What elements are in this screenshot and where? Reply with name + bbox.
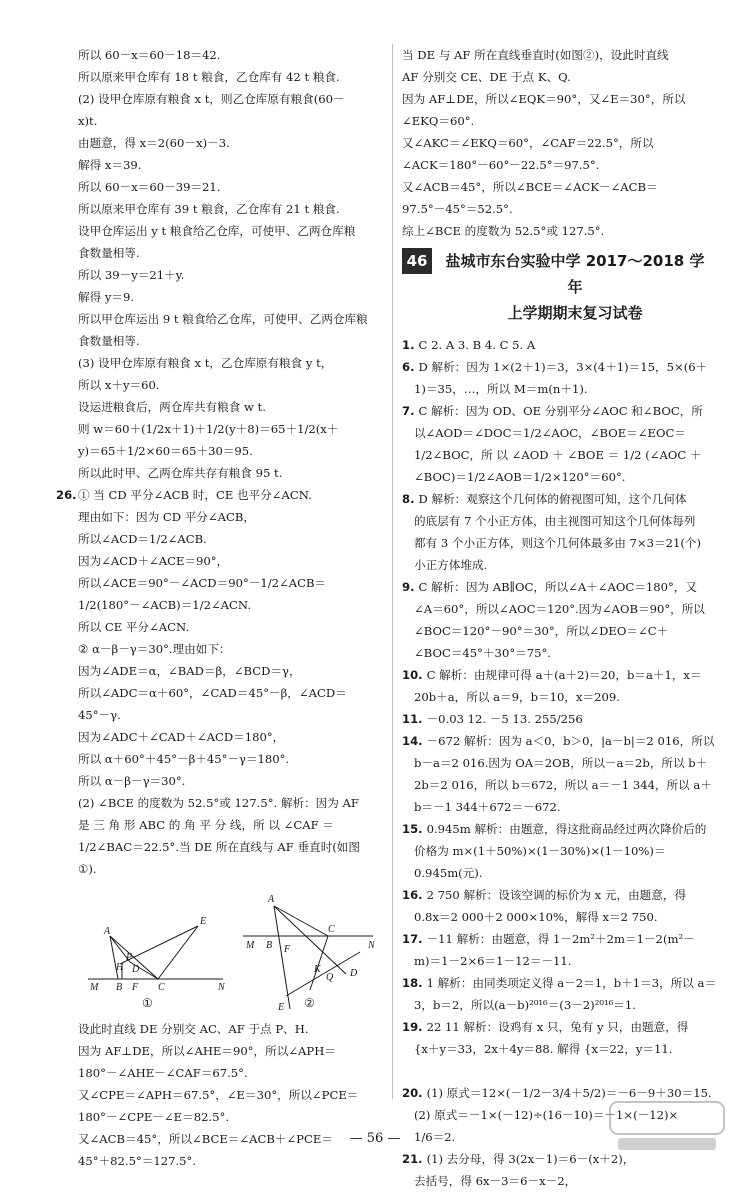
- text-line: 所以 60－x＝60－39＝21.: [78, 180, 221, 194]
- text-line: 解得 y＝9.: [78, 290, 135, 304]
- text-line: 1/2∠BAC＝22.5°.当 DE 所在直线与 AF 垂直时(如图: [78, 840, 360, 854]
- geometry-figures: [78, 884, 378, 1014]
- text-line: 又∠ACB＝45°，所以∠BCE＝∠ACK－∠ACB＝: [402, 180, 658, 194]
- answer-line: [402, 884, 710, 906]
- svg-text:M: M: [246, 940, 255, 951]
- answer-text: (2) 原式＝－1×(－12)÷(16－10)＝－1×(－12)×: [414, 1108, 679, 1122]
- text-line: 所以 CE 平分∠ACN.: [78, 620, 190, 634]
- answer-line: [402, 378, 710, 400]
- answer-text: －0.03 12. －5 13. 255/256: [426, 712, 583, 726]
- section-title-line1: 盐城市东台实验中学 2017～2018 学年: [445, 252, 705, 296]
- answer-text: D 解析：观察这个几何体的俯视图可知，这个几何体: [418, 492, 687, 506]
- q25-solution: [78, 44, 378, 484]
- answer-text: 的底层有 7 个小正方体，由主视图可知这个几何体每列: [414, 514, 696, 528]
- svg-text:N: N: [218, 982, 225, 993]
- section-heading: [402, 248, 710, 326]
- text-line: 解得 x＝39.: [78, 158, 142, 172]
- q26-solution-right: [402, 44, 710, 242]
- text-line: 则 w＝60＋(1/2x＋1)＋1/2(y＋8)＝65＋1/2(x＋: [78, 422, 339, 436]
- text-line: 是 三 角 形 ABC 的 角 平 分 线，所 以 ∠CAF ＝: [78, 818, 334, 832]
- answer-line: [402, 598, 710, 620]
- text-line: 所以∠ACE＝90°－∠ACD＝90°－1/2∠ACB＝: [78, 576, 327, 590]
- answer-number: 14.: [402, 734, 427, 748]
- answer-text: b＝－1 344＋672＝－672.: [414, 800, 561, 814]
- text-line: 45°＋82.5°＝127.5°.: [78, 1154, 197, 1168]
- answer-text: 小正方体堆成.: [414, 558, 488, 572]
- svg-text:N: N: [368, 940, 375, 951]
- answer-line: [402, 906, 710, 928]
- answer-line: [402, 1038, 710, 1060]
- answer-text: 22 11 解析：设鸡有 x 只，兔有 y 只，由题意，得: [426, 1020, 689, 1034]
- text-line: 所以 39－y＝21＋y.: [78, 268, 185, 282]
- answer-number: 20.: [402, 1086, 427, 1100]
- answer-line: [402, 1060, 710, 1082]
- text-line: y)＝65＋1/2×60＝65＋30＝95.: [78, 444, 253, 458]
- watermark-logo: [608, 1098, 728, 1154]
- text-line: 因为∠ACD＋∠ACE＝90°，: [78, 554, 229, 568]
- text-line: 又∠CPE＝∠APH＝67.5°，∠E＝30°，所以∠PCE＝: [78, 1088, 359, 1102]
- answer-number: 7.: [402, 404, 419, 418]
- answer-line: [402, 334, 710, 356]
- text-line-content: ① 当 CD 平分∠ACB 时，CE 也平分∠ACN.: [78, 488, 312, 502]
- answer-line: [402, 752, 710, 774]
- answer-line: [402, 862, 710, 884]
- answer-line: [402, 686, 710, 708]
- answer-line: [402, 818, 710, 840]
- svg-text:F: F: [284, 944, 291, 955]
- text-line: 所以 α－β－γ＝30°.: [78, 774, 186, 788]
- text-line: (2) ∠BCE 的度数为 52.5°或 127.5°. 解析：因为 AF: [78, 796, 359, 810]
- answer-text: 价格为 m×(1＋50%)×(1－30%)×(1－10%)＝: [414, 844, 666, 858]
- answer-text: 1/6＝2.: [414, 1130, 456, 1144]
- answer-line: [402, 532, 710, 554]
- text-line: 又∠AKC＝∠EKQ＝60°，∠CAF＝22.5°，所以: [402, 136, 654, 150]
- text-line: 由题意，得 x＝2(60－x)－3.: [78, 136, 230, 150]
- text-line: 理由如下：因为 CD 平分∠ACB，: [78, 510, 255, 524]
- right-column: [402, 44, 717, 1192]
- watermark-icon: [608, 1098, 728, 1154]
- svg-text:E: E: [278, 1002, 285, 1013]
- svg-text:C: C: [158, 982, 165, 993]
- text-line: [56, 484, 378, 506]
- answer-number: 8.: [402, 492, 419, 506]
- answer-text: 1/2∠BOC，所 以 ∠AOD ＋ ∠BOE ＝ 1/2 (∠AOC ＋: [414, 448, 702, 462]
- answer-text: C 2. A 3. B 4. C 5. A: [418, 338, 536, 352]
- answer-text: ∠BOC)＝1/2∠AOB＝1/2×120°＝60°.: [414, 470, 626, 484]
- answer-text: 2 750 解析：设该空调的标价为 x 元，由题意，得: [426, 888, 687, 902]
- answer-text: (1) 原式＝12×(－1/2－3/4＋5/2)＝－6－9＋30＝15.: [426, 1086, 712, 1100]
- answer-number: 15.: [402, 822, 427, 836]
- svg-text:E: E: [200, 916, 207, 927]
- answer-text: {x＋y＝33，2x＋4y＝88. 解得 {x＝22，y＝11.: [414, 1042, 673, 1056]
- svg-text:D: D: [350, 968, 358, 979]
- text-line: 综上∠BCE 的度数为 52.5°或 127.5°.: [402, 224, 605, 238]
- text-line: 所以∠ACD＝1/2∠ACB.: [78, 532, 207, 546]
- answer-line: [402, 620, 710, 642]
- svg-text:D: D: [132, 964, 140, 975]
- answer-number: 16.: [402, 888, 427, 902]
- answer-line: [402, 356, 710, 378]
- answer-number: 18.: [402, 976, 427, 990]
- answer-text: m)＝1－2×6＝1－12＝－11.: [414, 954, 572, 968]
- q26-solution: [56, 484, 378, 880]
- text-line: 因为∠ADE＝α，∠BAD＝β，∠BCD＝γ，: [78, 664, 301, 678]
- answer-line: [402, 972, 717, 994]
- answer-number: 10.: [402, 668, 427, 682]
- answer-text: ∠BOC＝45°＋30°＝75°.: [414, 646, 551, 660]
- answer-line: [402, 1016, 710, 1038]
- answer-line: [402, 994, 710, 1016]
- answer-line: [402, 730, 715, 752]
- answer-line: [402, 510, 710, 532]
- text-line: 设运进粮食后，两仓库共有粮食 w t.: [78, 400, 266, 414]
- text-line: 所以甲仓库运出 9 t 粮食给乙仓库，可使甲、乙两仓库粮: [78, 312, 368, 326]
- svg-text:A: A: [268, 894, 275, 905]
- answer-line: [402, 400, 710, 422]
- answer-line: [402, 444, 710, 466]
- answer-text: 1)＝35，…，所以 M＝m(n＋1).: [414, 382, 588, 396]
- svg-text:B: B: [266, 940, 273, 951]
- answer-line: [402, 840, 710, 862]
- answer-text: 都有 3 个小正方体，则这个几何体最多由 7×3＝21(个): [414, 536, 701, 550]
- text-line: 所以此时甲、乙两仓库共存有粮食 95 t.: [78, 466, 283, 480]
- answer-number: 19.: [402, 1020, 427, 1034]
- section-number-badge: 46: [402, 248, 432, 274]
- text-line: 所以∠ADC＝α＋60°，∠CAD＝45°－β，∠ACD＝: [78, 686, 347, 700]
- text-line: 设甲仓库运出 y t 粮食给乙仓库，可使甲、乙两仓库粮: [78, 224, 356, 238]
- section-title-line2: 上学期期末复习试卷: [507, 304, 643, 322]
- answer-text: －672 解析：因为 a＜0，b＞0，|a－b|＝2 016，所以: [426, 734, 715, 748]
- answer-text: (1) 去分母，得 3(2x－1)＝6－(x＋2)，: [426, 1152, 635, 1166]
- svg-text:K: K: [314, 964, 321, 975]
- text-line: (3) 设甲仓库原有粮食 x t，乙仓库原有粮食 y t，: [78, 356, 333, 370]
- answer-line: [402, 642, 710, 664]
- text-line: 因为 AF⊥DE，所以∠AHE＝90°，所以∠APH＝: [78, 1044, 336, 1058]
- text-line: 设此时直线 DE 分别交 AC、AF 于点 P、H.: [78, 1022, 309, 1036]
- page-number: — 56 —: [349, 1131, 401, 1146]
- answer-number: 6.: [402, 360, 419, 374]
- text-line: ①).: [78, 862, 97, 876]
- text-line: ② α－β－γ＝30°.理由如下：: [78, 642, 231, 656]
- text-line: 因为 AF⊥DE，所以∠EQK＝90°，又∠E＝30°，所以: [402, 92, 686, 106]
- section-title: [440, 248, 710, 326]
- answer-line: [402, 928, 710, 950]
- answer-text: －11 解析：由题意，得 1－2m²＋2m＝1－2(m²－: [426, 932, 695, 946]
- answer-line: [402, 796, 710, 818]
- text-line: 当 DE 与 AF 所在直线垂直时(如图②)，设此时直线: [402, 48, 669, 62]
- text-line: 180°－∠CPE－∠E＝82.5°.: [78, 1110, 230, 1124]
- answer-text: 0.945m(元).: [414, 866, 483, 880]
- text-line: 180°－∠AHE－∠CAF＝67.5°.: [78, 1066, 248, 1080]
- svg-text:P: P: [126, 952, 133, 963]
- answer-text: C 解析：因为 AB∥OC，所以∠A＋∠AOC＝180°，又: [418, 580, 697, 594]
- answer-line: [402, 466, 710, 488]
- text-line: AF 分别交 CE、DE 于点 K、Q.: [402, 70, 571, 84]
- answer-line: [402, 950, 710, 972]
- svg-text:B: B: [116, 982, 123, 993]
- answer-number: 1.: [402, 338, 419, 352]
- answer-text: 3，b＝2，所以(a－b)²⁰¹⁶＝(3－2)²⁰¹⁶＝1.: [414, 998, 636, 1012]
- text-line: 因为∠ADC＋∠CAD＋∠ACD＝180°，: [78, 730, 285, 744]
- answer-text: b－a＝2 016.因为 OA＝2OB，所以－a＝2b，所以 b＋: [414, 756, 708, 770]
- text-line: 食数量相等.: [78, 246, 140, 260]
- svg-text:A: A: [104, 926, 111, 937]
- text-line: 1/2(180°－∠ACB)＝1/2∠ACN.: [78, 598, 252, 612]
- svg-text:M: M: [90, 982, 99, 993]
- answer-line: [402, 422, 710, 444]
- answer-text: 以∠AOD＝∠DOC＝1/2∠AOC，∠BOE＝∠EOC＝: [414, 426, 686, 440]
- answer-line: [402, 576, 710, 598]
- figure-1-label: ①: [142, 996, 153, 1010]
- answer-number: 9.: [402, 580, 419, 594]
- answer-text: 0.945m 解析：由题意，得这批商品经过两次降价后的: [426, 822, 707, 836]
- answer-text: ∠A＝60°，所以∠AOC＝120°.因为∠AOB＝90°，所以: [414, 602, 705, 616]
- figure-2-label: ②: [304, 996, 315, 1010]
- answer-line: [402, 708, 710, 730]
- answer-number: 21.: [402, 1152, 427, 1166]
- answer-line: [402, 1170, 710, 1192]
- text-line: 所以 60－x＝60－18＝42.: [78, 48, 221, 62]
- answer-text: 1 解析：由同类项定义得 a－2＝1，b＋1＝3，所以 a＝: [426, 976, 717, 990]
- text-line: 所以 x＋y＝60.: [78, 378, 160, 392]
- question-number: 26.: [56, 488, 77, 502]
- text-line: (2) 设甲仓库原有粮食 x t，则乙仓库原有粮食(60－: [78, 92, 345, 106]
- answer-text: C 解析：因为 OD、OE 分别平分∠AOC 和∠BOC，所: [418, 404, 703, 418]
- svg-text:C: C: [328, 924, 335, 935]
- answer-list: [402, 334, 717, 1192]
- text-line: 食数量相等.: [78, 334, 140, 348]
- column-divider: [392, 44, 393, 1099]
- answer-number: 17.: [402, 932, 427, 946]
- text-line: 所以 α＋60°＋45°－β＋45°－γ＝180°.: [78, 752, 290, 766]
- text-line: x)t.: [78, 114, 98, 128]
- geometry-figures-svg: [78, 884, 378, 1014]
- answer-text: C 解析：由规律可得 a＋(a＋2)＝20，b＝a＋1，x＝: [426, 668, 702, 682]
- answer-line: [402, 664, 710, 686]
- text-line: 45°－γ.: [78, 708, 121, 722]
- answer-text: 去括号，得 6x－3＝6－x－2，: [414, 1174, 577, 1188]
- answer-line: [402, 488, 710, 510]
- svg-text:F: F: [132, 982, 139, 993]
- text-line: ∠ACK＝180°－60°－22.5°＝97.5°.: [402, 158, 600, 172]
- svg-text:Q: Q: [326, 972, 334, 983]
- answer-line: [402, 774, 710, 796]
- answer-text: D 解析：因为 1×(2＋1)＝3，3×(4＋1)＝15，5×(6＋: [418, 360, 708, 374]
- answer-text: 20b＋a，所以 a＝9，b＝10，x＝209.: [414, 690, 620, 704]
- answer-text: ∠BOC＝120°－90°＝30°，所以∠DEO＝∠C＋: [414, 624, 669, 638]
- text-line: 所以原来甲仓库有 18 t 粮食，乙仓库有 42 t 粮食.: [78, 70, 340, 84]
- svg-text:H: H: [116, 962, 124, 973]
- answer-number: 11.: [402, 712, 427, 726]
- text-line: 所以原来甲仓库有 39 t 粮食，乙仓库有 21 t 粮食.: [78, 202, 340, 216]
- answer-line: [402, 554, 710, 576]
- text-line: ∠EKQ＝60°.: [402, 114, 475, 128]
- answer-text: 0.8x＝2 000＋2 000×10%，解得 x＝2 750.: [414, 910, 658, 924]
- left-column: [56, 44, 378, 1172]
- text-line: 又∠ACB＝45°，所以∠BCE＝∠ACB＋∠PCE＝: [78, 1132, 333, 1146]
- answer-text: 2b＝2 016，所以 b＝672，所以 a＝－1 344，所以 a＋: [414, 778, 712, 792]
- text-line: 97.5°－45°＝52.5°.: [402, 202, 513, 216]
